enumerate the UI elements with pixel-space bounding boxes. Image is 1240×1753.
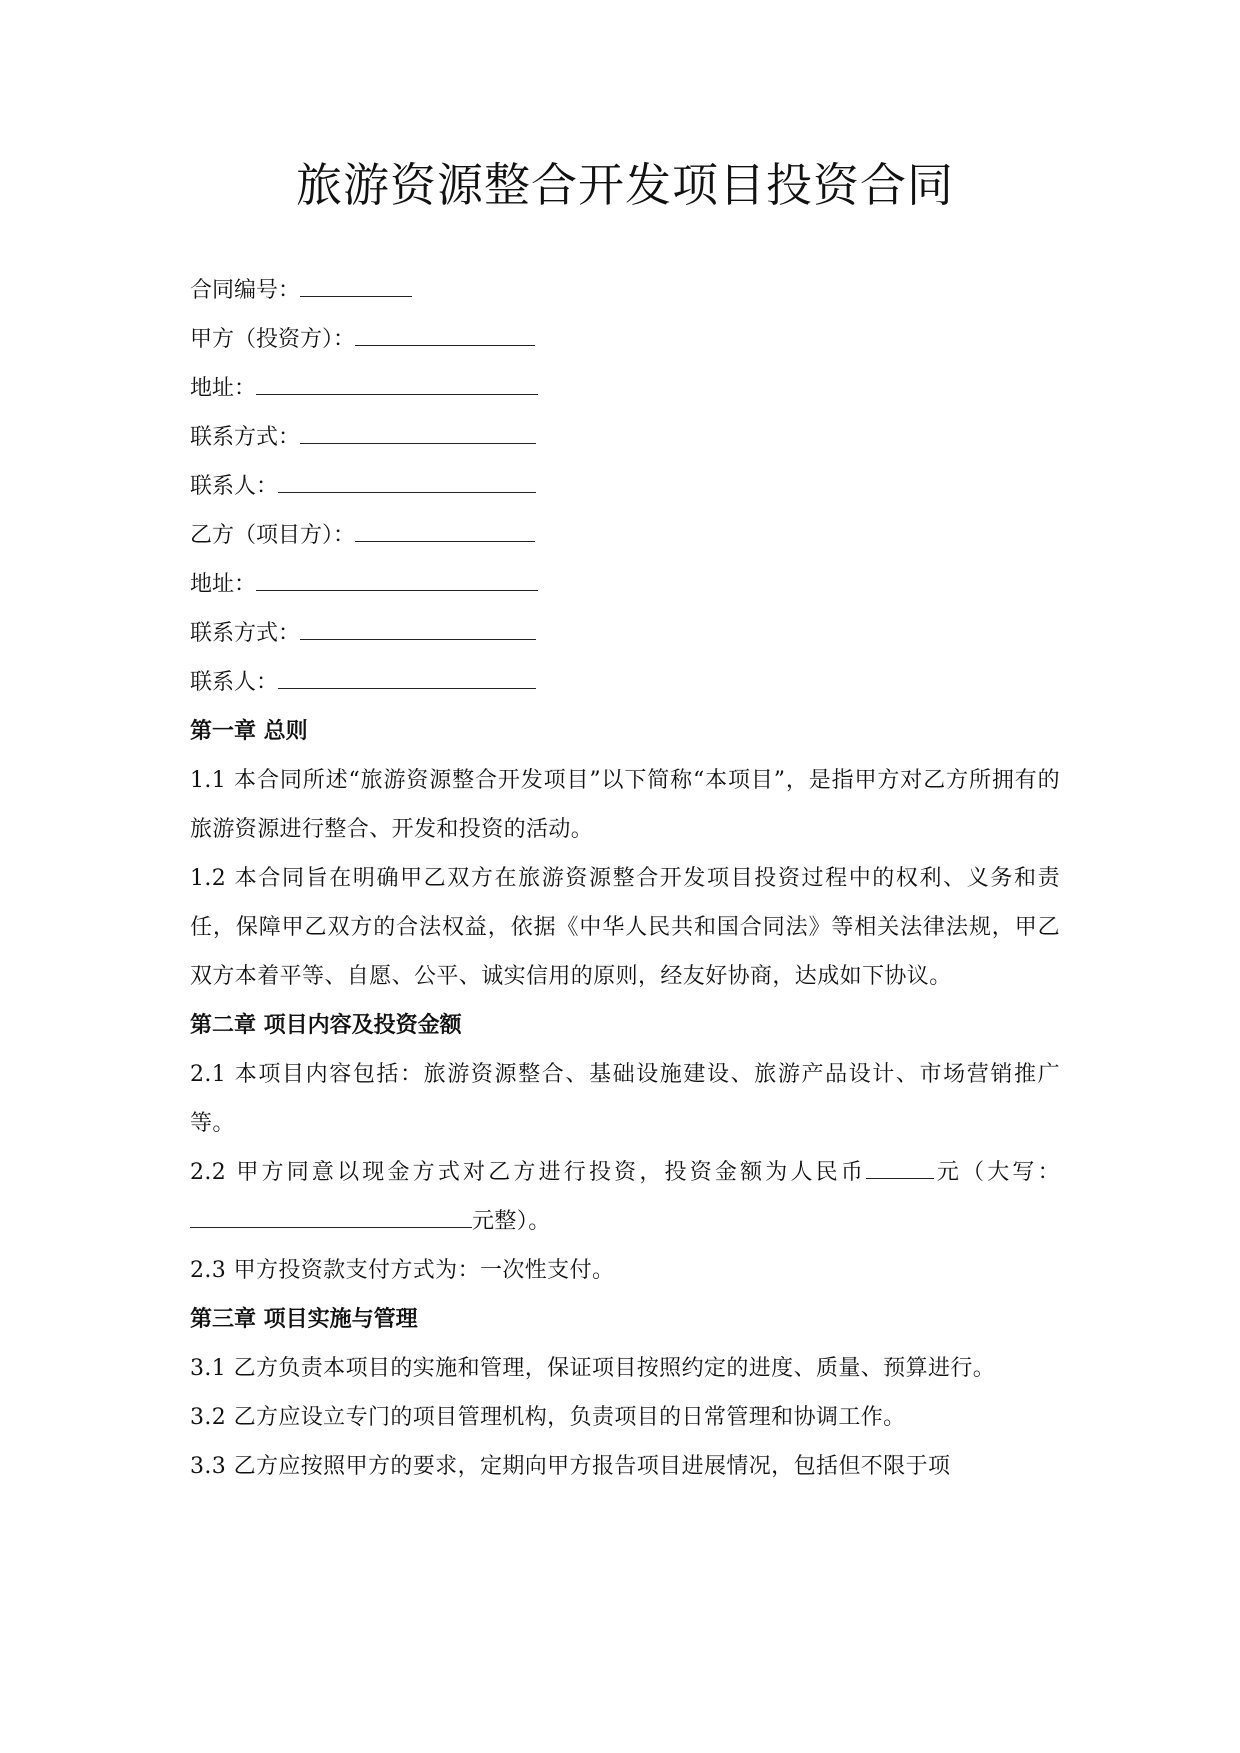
document-title: 旅游资源整合开发项目投资合同	[296, 158, 954, 212]
contract-page	[190, 150, 1060, 1491]
party-b-contact-method-field	[190, 609, 1060, 658]
party-b-field	[190, 511, 1060, 560]
field-label: 乙方（项目方）：	[190, 523, 356, 548]
party-b-blank	[355, 521, 535, 542]
clause-2-1: 2.1 本项目内容包括：旅游资源整合、基础设施建设、旅游产品设计、市场营销推广等。	[190, 1062, 1060, 1136]
investment-amount-blank	[866, 1158, 934, 1179]
clause-2-2	[190, 1148, 1060, 1246]
party-info-block	[190, 266, 1060, 707]
clause-3-1: 3.1 乙方负责本项目的实施和管理，保证项目按照约定的进度、质量、预算进行。	[190, 1356, 996, 1381]
clause-2-2-text-c: 元整）。	[472, 1209, 551, 1234]
field-label: 联系人：	[190, 670, 279, 695]
party-a-address-blank	[256, 374, 538, 395]
contract-number-field	[190, 266, 1060, 315]
party-b-contact-method-blank	[300, 619, 536, 640]
field-label: 联系方式：	[190, 425, 301, 450]
field-label: 地址：	[190, 572, 257, 597]
clause-3-3: 3.3 乙方应按照甲方的要求，定期向甲方报告项目进展情况，包括但不限于项	[190, 1454, 951, 1479]
field-label: 合同编号：	[190, 278, 301, 303]
clause-2-3: 2.3 甲方投资款支付方式为：一次性支付。	[190, 1258, 615, 1283]
party-a-contact-method-field	[190, 413, 1060, 462]
chapter-2-heading: 第二章 项目内容及投资金额	[190, 1013, 462, 1038]
party-a-contact-person-field	[190, 462, 1060, 511]
party-a-field	[190, 315, 1060, 364]
clause-3-2: 3.2 乙方应设立专门的项目管理机构，负责项目的日常管理和协调工作。	[190, 1405, 906, 1430]
field-label: 联系方式：	[190, 621, 301, 646]
party-a-address-field	[190, 364, 1060, 413]
clause-1-1: 1.1 本合同所述“旅游资源整合开发项目”以下简称“本项目”，是指甲方对乙方所拥有的旅游资源进行整合、开发和投资的活动。	[190, 768, 1060, 842]
party-b-address-blank	[256, 570, 538, 591]
investment-amount-words-blank	[190, 1207, 472, 1228]
chapter-3-heading: 第三章 项目实施与管理	[190, 1307, 418, 1332]
chapter-1-heading: 第一章 总则	[190, 719, 308, 744]
field-label: 联系人：	[190, 474, 279, 499]
field-label: 地址：	[190, 376, 257, 401]
clause-1-2: 1.2 本合同旨在明确甲乙双方在旅游资源整合开发项目投资过程中的权利、义务和责任，保障甲乙双方的合法权益，依据《中华人民共和国合同法》等相关法律法规，甲乙双方本着平等、自愿、公平、诚实信用的原则，经友好协商，达成如下协议。	[190, 866, 1060, 989]
party-a-blank	[355, 325, 535, 346]
party-b-contact-person-field	[190, 658, 1060, 707]
party-b-address-field	[190, 560, 1060, 609]
party-a-contact-person-blank	[278, 472, 536, 493]
field-label: 甲方（投资方）：	[190, 327, 356, 352]
clause-2-2-text-b: 元（大写：	[934, 1160, 1060, 1185]
party-a-contact-method-blank	[300, 423, 536, 444]
clause-2-2-text-a: 2.2 甲方同意以现金方式对乙方进行投资，投资金额为人民币	[190, 1160, 867, 1185]
contract-number-blank	[300, 276, 412, 297]
party-b-contact-person-blank	[278, 668, 536, 689]
